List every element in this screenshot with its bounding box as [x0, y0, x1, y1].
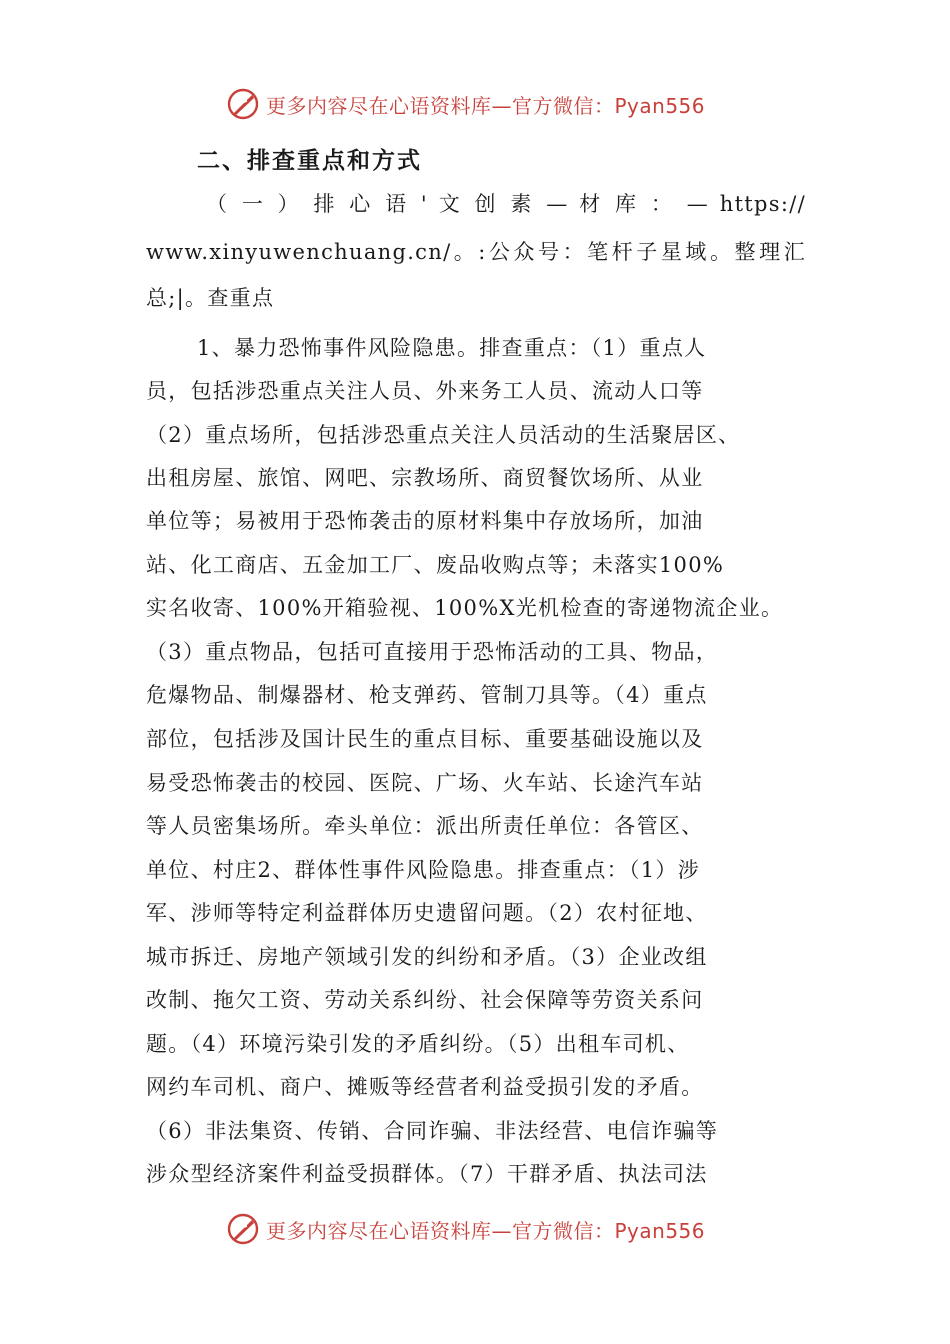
text-line: 网约车司机、商户、摊贩等经营者利益受损引发的矛盾。 [146, 1075, 704, 1099]
text-line: （ 一 ） 排 心 语 ' 文 创 素 — 材 库 ： — https:// [206, 192, 806, 216]
text-line: 站、化工商店、五金加工厂、废品收购点等；未落实100% [146, 553, 725, 577]
text-line: 实名收寄、100%开箱验视、100%X光机检查的寄递物流企业。 [146, 596, 784, 620]
watermark-text: 更多内容尽在心语资料库—官方微信：Pyan556 [266, 1218, 706, 1243]
watermark-banner-bottom [226, 1209, 726, 1249]
quill-logo-icon [226, 87, 260, 121]
text-line: 题。（4）环境污染引发的矛盾纠纷。（5）出租车司机、 [146, 1032, 690, 1056]
quill-logo-icon [226, 1212, 260, 1246]
watermark-text: 更多内容尽在心语资料库—官方微信：Pyan556 [266, 93, 706, 118]
text-line: 单位等；易被用于恐怖袭击的原材料集中存放场所，加油 [146, 509, 704, 533]
text-line: （2）重点场所，包括涉恐重点关注人员活动的生活聚居区、 [146, 423, 741, 447]
text-line: 危爆物品、制爆器材、枪支弹药、管制刀具等。（4）重点 [146, 683, 708, 707]
text-line: 城市拆迁、房地产领域引发的纠纷和矛盾。（3）企业改组 [146, 945, 708, 969]
text-line: 改制、拖欠工资、劳动关系纠纷、社会保障等劳资关系问 [146, 988, 704, 1012]
text-line: 部位，包括涉及国计民生的重点目标、重要基础设施以及 [146, 727, 704, 751]
text-line: （6）非法集资、传销、合同诈骗、非法经营、电信诈骗等 [146, 1119, 719, 1143]
text-line: www.xinyuwenchuang.cn/。:公众号：笔杆子星域。整理汇 [146, 240, 806, 264]
text-line: 等人员密集场所。牵头单位：派出所责任单位：各管区、 [146, 814, 704, 838]
text-line: 出租房屋、旅馆、网吧、宗教场所、商贸餐饮场所、从业 [146, 466, 704, 490]
text-line: 1、暴力恐怖事件风险隐患。排查重点：（1）重点人 [197, 336, 707, 360]
text-line: 总;|。查重点 [146, 286, 275, 310]
section-heading: 二、排查重点和方式 [197, 148, 422, 174]
text-line: （3）重点物品，包括可直接用于恐怖活动的工具、物品， [146, 640, 719, 664]
text-line: 涉众型经济案件利益受损群体。（7）干群矛盾、执法司法 [146, 1162, 708, 1186]
text-line: 军、涉师等特定利益群体历史遗留问题。（2）农村征地、 [146, 901, 708, 925]
text-line: 易受恐怖袭击的校园、医院、广场、火车站、长途汽车站 [146, 771, 704, 795]
text-line: 单位、村庄2、群体性事件风险隐患。排查重点：（1）涉 [146, 858, 701, 882]
text-line: 员，包括涉恐重点关注人员、外来务工人员、流动人口等 [146, 379, 704, 403]
watermark-banner-top [226, 84, 726, 124]
